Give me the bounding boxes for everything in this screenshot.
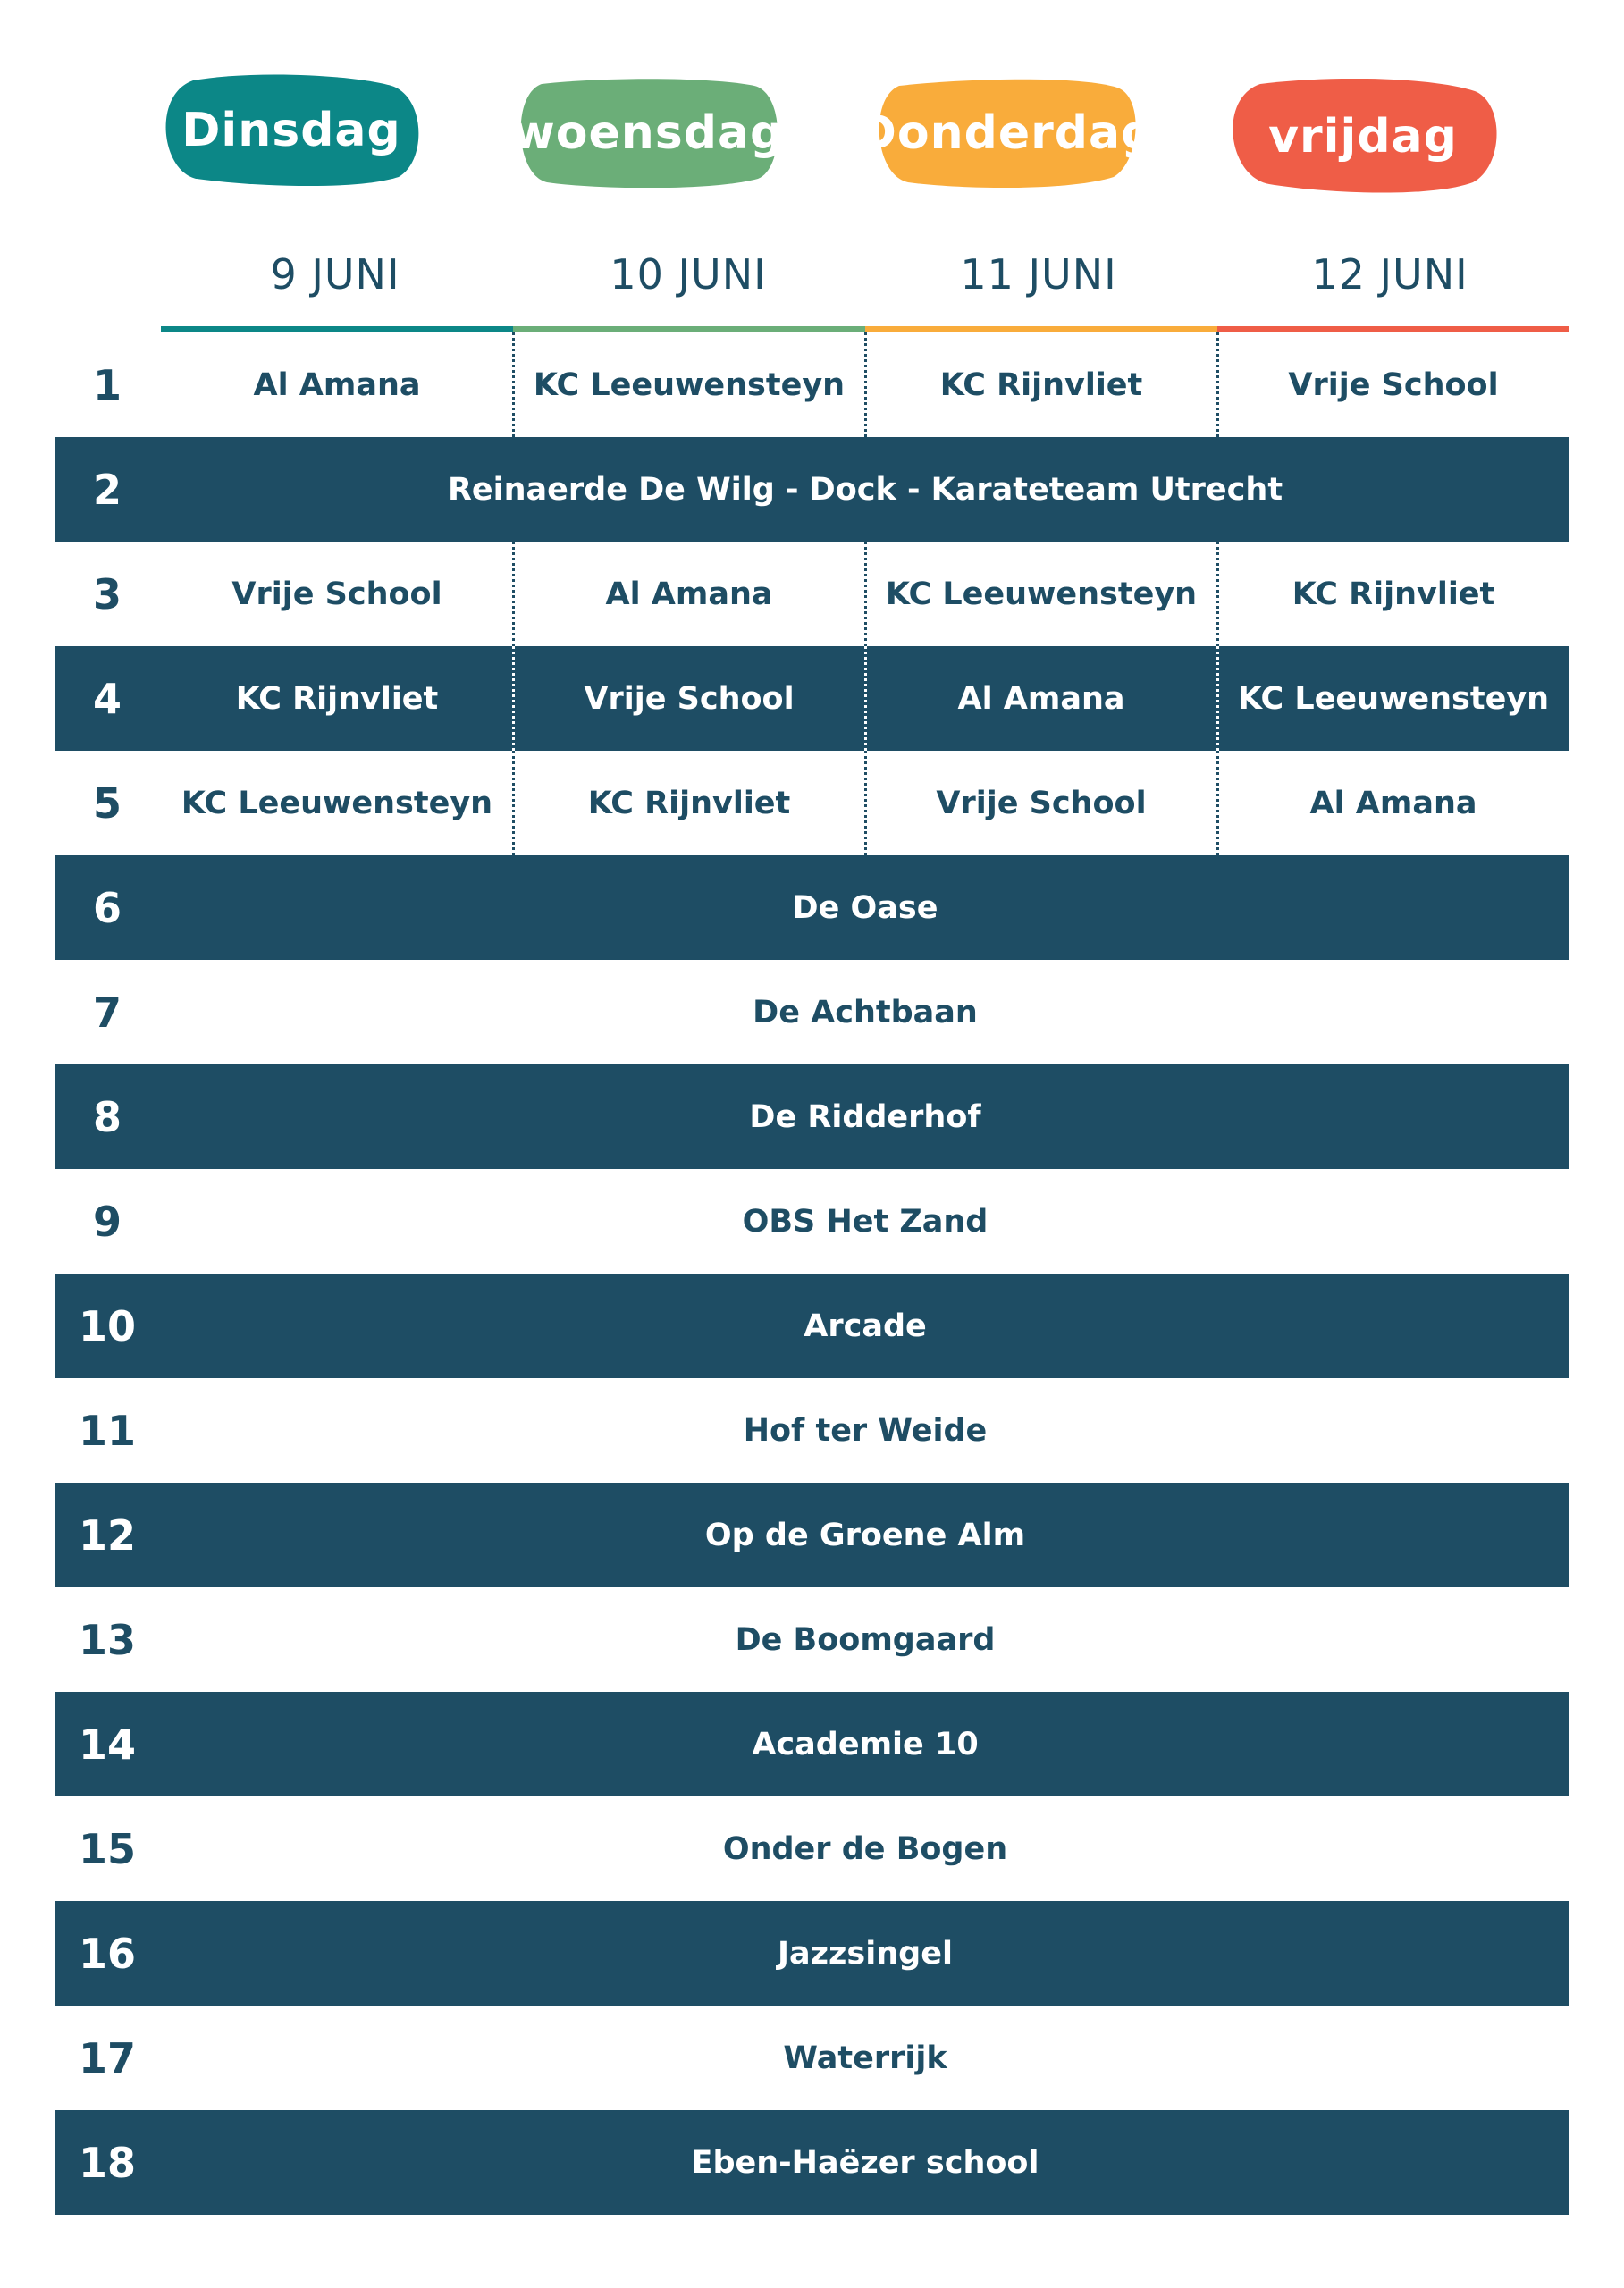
schedule-cell-dinsdag: Al Amana — [253, 366, 421, 403]
day-date-donderdag: 11 JUNI — [960, 250, 1117, 299]
schedule-row-9 — [55, 1169, 1569, 1274]
day-label-vrijdag: vrijdag — [1268, 110, 1458, 164]
schedule-cell-full-week: Waterrijk — [783, 2040, 947, 2076]
row-number: 12 — [78, 1510, 136, 1560]
row-number: 9 — [92, 1197, 122, 1246]
schedule-cell-dinsdag: Vrije School — [231, 576, 442, 612]
row-number: 16 — [78, 1929, 136, 1978]
schedule-row-16 — [55, 1901, 1569, 2006]
row-number: 10 — [78, 1301, 136, 1350]
row-number: 5 — [92, 778, 122, 828]
schedule-cell-full-week: Arcade — [804, 1308, 927, 1344]
schedule-row-2 — [55, 437, 1569, 542]
schedule-row-8 — [55, 1064, 1569, 1169]
schedule-row-17 — [55, 2006, 1569, 2110]
schedule-cell-woensdag: KC Leeuwensteyn — [533, 366, 846, 403]
schedule-row-4 — [55, 646, 1569, 751]
schedule-cell-vrijdag: KC Leeuwensteyn — [1237, 680, 1550, 717]
schedule-cell-full-week: De Oase — [792, 889, 938, 926]
schedule-cell-full-week: Op de Groene Alm — [704, 1517, 1026, 1553]
schedule-row-3 — [55, 542, 1569, 646]
schedule-row-10 — [55, 1274, 1569, 1378]
color-bar-woensdag — [513, 326, 865, 332]
schedule-cell-full-week: De Ridderhof — [749, 1098, 981, 1135]
schedule-cell-full-week: Reinaerde De Wilg - Dock - Karateteam Utrecht — [447, 471, 1283, 508]
schedule-cell-donderdag: Al Amana — [957, 680, 1125, 717]
schedule-row-15 — [55, 1796, 1569, 1901]
schedule-cell-woensdag: Vrije School — [584, 680, 795, 717]
schedule-cell-dinsdag: KC Leeuwensteyn — [181, 785, 493, 821]
schedule-cell-donderdag: KC Leeuwensteyn — [885, 576, 1198, 612]
schedule-row-1 — [55, 332, 1569, 437]
schedule-cell-donderdag: KC Rijnvliet — [939, 366, 1143, 403]
schedule-cell-full-week: De Achtbaan — [753, 994, 978, 1030]
schedule-row-13 — [55, 1587, 1569, 1692]
schedule-cell-full-week: Eben-Haëzer school — [691, 2144, 1039, 2181]
schedule-cell-vrijdag: Al Amana — [1309, 785, 1477, 821]
schedule-row-11 — [55, 1378, 1569, 1483]
schedule-cell-full-week: Academie 10 — [752, 1726, 979, 1762]
color-bar-dinsdag — [161, 326, 513, 332]
color-bar-donderdag — [865, 326, 1217, 332]
schedule-cell-full-week: De Boomgaard — [735, 1621, 996, 1658]
schedule-cell-full-week: Jazzsingel — [778, 1935, 953, 1972]
row-number: 15 — [78, 1824, 136, 1873]
schedule-cell-dinsdag: KC Rijnvliet — [235, 680, 439, 717]
schedule-cell-woensdag: KC Rijnvliet — [587, 785, 791, 821]
schedule-row-18 — [55, 2110, 1569, 2215]
row-number: 3 — [92, 569, 122, 618]
schedule-row-7 — [55, 960, 1569, 1064]
day-date-woensdag: 10 JUNI — [610, 250, 767, 299]
row-number: 8 — [92, 1092, 122, 1141]
schedule-cell-full-week: OBS Het Zand — [742, 1203, 989, 1240]
row-number: 13 — [78, 1615, 136, 1664]
row-number: 18 — [78, 2138, 136, 2187]
row-number: 6 — [92, 883, 122, 932]
color-bar-vrijdag — [1217, 326, 1569, 332]
day-label-dinsdag: Dinsdag — [181, 104, 401, 157]
day-date-vrijdag: 12 JUNI — [1311, 250, 1468, 299]
row-number: 17 — [78, 2033, 136, 2082]
schedule-row-5 — [55, 751, 1569, 855]
schedule-cell-woensdag: Al Amana — [605, 576, 773, 612]
row-number: 11 — [78, 1406, 136, 1455]
schedule-cell-full-week: Hof ter Weide — [743, 1412, 988, 1449]
day-label-woensdag: woensdag — [511, 106, 785, 160]
schedule-row-12 — [55, 1483, 1569, 1587]
row-number: 1 — [92, 360, 122, 409]
schedule-row-14 — [55, 1692, 1569, 1796]
day-label-donderdag: Donderdag — [857, 106, 1156, 160]
row-number: 4 — [92, 674, 122, 723]
day-date-dinsdag: 9 JUNI — [270, 250, 400, 299]
schedule-cell-vrijdag: Vrije School — [1288, 366, 1499, 403]
row-number: 14 — [78, 1720, 136, 1769]
row-number: 7 — [92, 988, 122, 1037]
schedule-cell-donderdag: Vrije School — [936, 785, 1147, 821]
row-number: 2 — [92, 465, 122, 514]
schedule-cell-vrijdag: KC Rijnvliet — [1292, 576, 1495, 612]
schedule-row-6 — [55, 855, 1569, 960]
schedule-cell-full-week: Onder de Bogen — [722, 1830, 1008, 1867]
